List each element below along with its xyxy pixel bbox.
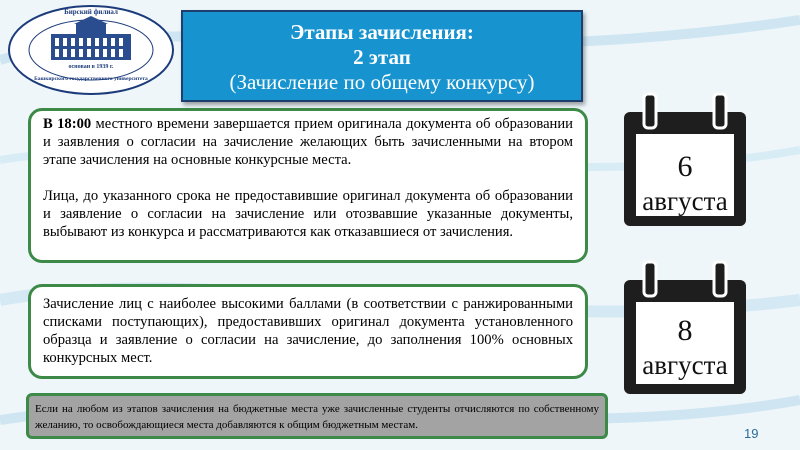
note-text: Если на любом из этапов зачисления на бюджетные места уже зачисленные студенты отчисляются по собственному желанию, то освобождающиеся места добавляются к общим бюджетным местам.	[35, 403, 599, 431]
title-line-2: 2 этап	[353, 45, 411, 69]
deadline-text: местного времени завершается прием оригинала документа об образовании и заявления о согласии на зачисление желающих быть зачисленными на втором этапе зачисления на основные конкурсные места.	[43, 116, 573, 168]
university-logo	[6, 4, 176, 96]
title-line-3: (Зачисление по общему конкурсу)	[229, 70, 535, 94]
deadline-time: В 18:00	[43, 116, 92, 132]
logo-founded: основан в 1939 г.	[68, 64, 114, 70]
slide-title	[181, 10, 583, 102]
logo-bottom-text: Башкирского государственного университета	[34, 76, 148, 82]
title-line-1: Этапы зачисления:	[290, 20, 474, 44]
deadline-paragraph	[43, 115, 573, 169]
enrollment-info-box	[28, 284, 588, 379]
calendar-month: августа	[642, 186, 728, 216]
logo-top-text: Бирский филиал	[64, 8, 118, 16]
enrollment-paragraph: Зачисление лиц с наиболее высокими баллами (в соответствии с ранжированными списками поступающих), предоставивших оригинал документа установленного образца и заявление о согласии на зачисление, до заполнения 100% основных конкурсных мест.	[43, 296, 573, 366]
calendar-day: 8	[677, 314, 693, 347]
calendar-day: 6	[677, 150, 693, 183]
page-number: 19	[744, 426, 759, 441]
budget-places-note	[26, 393, 608, 439]
calendar-august-6	[620, 90, 750, 230]
deadline-info-box	[28, 108, 588, 263]
withdrawal-paragraph: Лица, до указанного срока не предоставившие оригинал документа об образовании и заявление о согласии на зачисление или отозвавшие указанные документы, выбывают из конкурса и рассматриваются как отказавшиеся от зачисления.	[43, 188, 573, 240]
calendar-month: августа	[642, 350, 728, 380]
calendar-august-8	[620, 258, 750, 398]
